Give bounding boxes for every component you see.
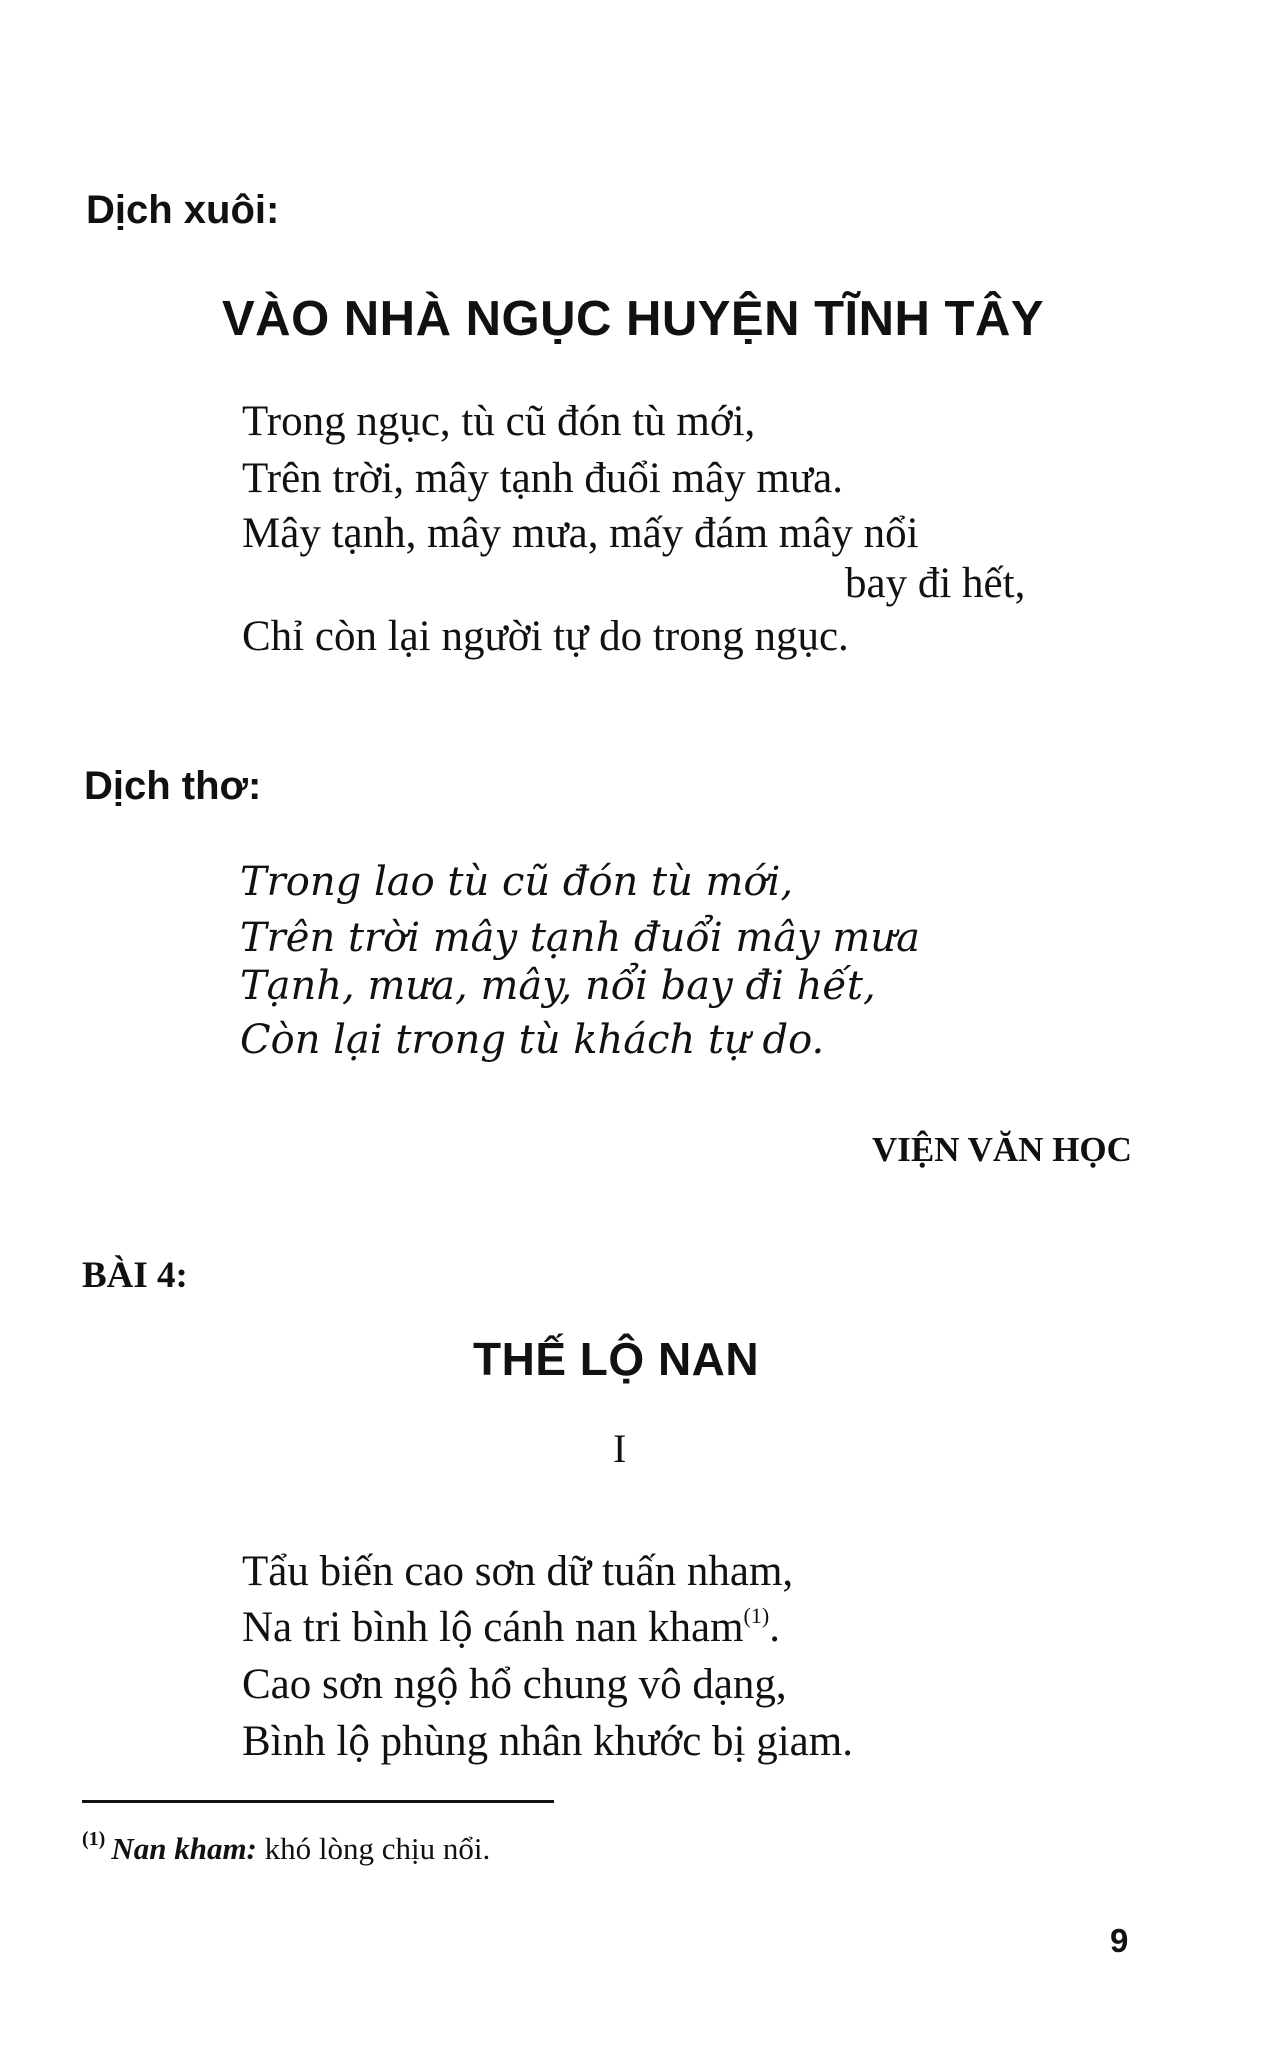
footnote-marker: (1) [82,1828,106,1850]
footnote [82,1828,490,1867]
footnote-divider [82,1800,554,1803]
prose-line-4: Chỉ còn lại người tự do trong ngục. [242,613,849,660]
footnote-reference[interactable]: (1) [743,1603,770,1628]
section-label-verse-translation: Dịch thơ: [84,764,262,808]
verse-line-4: Còn lại trong tù khách tự do. [240,1017,825,1063]
original-line-2-period: . [769,1604,780,1651]
prose-line-3-continued: bay đi hết, [845,560,1026,607]
poem-number-label: BÀI 4: [82,1255,188,1296]
original-line-2-text: Na tri bình lộ cánh nan kham [242,1604,744,1651]
original-line-4: Bình lộ phùng nhân khước bị giam. [242,1718,853,1765]
prose-line-3: Mây tạnh, mây mưa, mấy đám mây nổi [242,510,919,557]
poem-part-numeral: I [613,1426,627,1471]
prose-line-1: Trong ngục, tù cũ đón tù mới, [242,398,756,445]
footnote-definition: khó lòng chịu nổi. [256,1831,491,1866]
section-label-prose-translation: Dịch xuôi: [86,188,280,232]
prose-line-2: Trên trời, mây tạnh đuổi mây mưa. [242,455,843,502]
poem-title-prose: VÀO NHÀ NGỤC HUYỆN TĨNH TÂY [222,292,1045,346]
original-line-2 [242,1603,780,1651]
original-line-1: Tẩu biến cao sơn dữ tuấn nham, [242,1548,794,1595]
verse-line-1: Trong lao tù cũ đón tù mới, [240,859,794,905]
footnote-term: Nan kham: [111,1831,257,1866]
verse-line-2: Trên trời mây tạnh đuổi mây mưa [240,915,920,961]
verse-line-3: Tạnh, mưa, mây, nổi bay đi hết, [240,963,876,1009]
original-line-3: Cao sơn ngộ hổ chung vô dạng, [242,1661,787,1708]
poem-title-the-lo-nan: THẾ LỘ NAN [473,1333,760,1385]
page-number: 9 [1110,1922,1129,1959]
translation-attribution: VIỆN VĂN HỌC [872,1130,1132,1169]
